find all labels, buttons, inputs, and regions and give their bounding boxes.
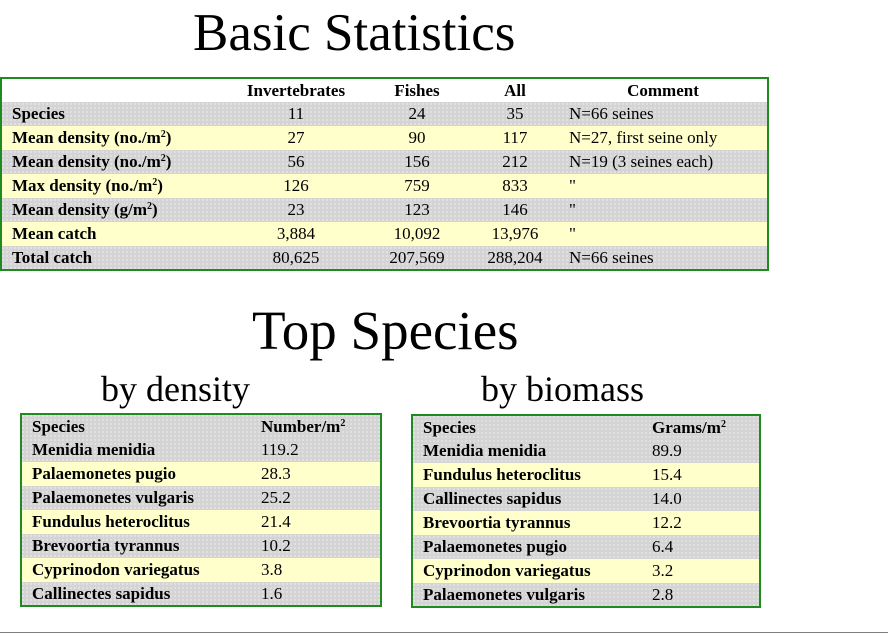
row-label-close: ) — [157, 176, 163, 195]
species-cell: Palaemonetes vulgaris — [32, 488, 194, 507]
value-cell: 3.2 — [652, 561, 674, 580]
species-cell: Fundulus heteroclitus — [423, 465, 581, 484]
invertebrates-cell: 80,625 — [272, 247, 320, 267]
value-cell: 2.8 — [652, 584, 674, 604]
comment-cell: N=19 (3 seines each) — [569, 152, 714, 171]
table-row — [1, 246, 768, 270]
value-cell: 15.4 — [652, 465, 682, 484]
superscript: 2 — [147, 201, 153, 212]
table-row — [412, 559, 760, 583]
fishes-cell: 207,569 — [389, 247, 445, 267]
comment-cell: " — [569, 224, 576, 243]
all-cell: 117 — [502, 128, 528, 147]
row-label — [1, 198, 229, 222]
species-cell: Menidia menidia — [423, 441, 547, 460]
value-cell: 14.0 — [652, 489, 682, 508]
fishes-cell: 24 — [408, 104, 426, 123]
top-species-title: Top Species — [252, 300, 519, 361]
species-cell: Menidia menidia — [32, 440, 156, 459]
fishes-cell: 759 — [404, 176, 430, 195]
value-cell: 21.4 — [261, 512, 291, 531]
value-cell: 89.9 — [652, 441, 682, 460]
invertebrates-cell: 23 — [287, 200, 305, 219]
species-cell: Cyprinodon variegatus — [423, 561, 591, 580]
table-row — [1, 198, 768, 222]
page-title: Basic Statistics — [193, 4, 516, 62]
row-label-close: ) — [165, 152, 172, 171]
invertebrates-cell: 11 — [287, 104, 305, 123]
row-label — [1, 126, 229, 150]
table-row — [21, 462, 381, 486]
superscript: 2 — [152, 177, 158, 188]
table-row — [1, 126, 768, 150]
superscript: 2 — [160, 129, 166, 140]
species-cell: Callinectes sapidus — [423, 489, 562, 508]
row-label — [1, 222, 229, 246]
value-cell: 10.2 — [261, 536, 291, 555]
superscript: 2 — [340, 417, 346, 429]
invertebrates-cell: 56 — [287, 152, 305, 171]
row-label — [1, 150, 229, 174]
table-row — [1, 102, 768, 126]
invertebrates-cell: 126 — [283, 176, 309, 195]
table-row — [412, 535, 760, 559]
table-row — [412, 511, 760, 535]
table-row — [1, 174, 768, 198]
superscript: 2 — [160, 153, 166, 164]
all-cell: 833 — [502, 176, 528, 195]
header-invertebrates: Invertebrates — [246, 80, 346, 100]
row-label-text: Max density (no./m — [12, 176, 153, 195]
row-label-close: ) — [152, 200, 158, 219]
table-header-row — [412, 415, 760, 439]
header-comment: Comment — [627, 80, 699, 100]
comment-cell: N=66 seines — [569, 247, 654, 267]
species-cell: Palaemonetes vulgaris — [423, 584, 585, 604]
row-label-text: Species — [12, 104, 65, 123]
species-cell: Callinectes sapidus — [32, 583, 171, 603]
header-grams — [642, 415, 760, 439]
comment-cell: N=27, first seine only — [569, 128, 718, 147]
table-row — [21, 486, 381, 510]
row-label — [1, 102, 229, 126]
row-label — [1, 174, 229, 198]
table-row — [412, 487, 760, 511]
row-label-text: Total catch — [12, 247, 93, 267]
by-biomass-subtitle: by biomass — [481, 369, 645, 409]
all-cell: 212 — [502, 152, 528, 171]
value-cell: 28.3 — [261, 464, 291, 483]
header-species: Species — [423, 417, 476, 437]
all-cell: 35 — [506, 104, 524, 123]
row-label-text: Mean density (no./m — [12, 152, 161, 171]
table-row — [21, 558, 381, 582]
value-cell: 12.2 — [652, 513, 682, 532]
value-cell: 119.2 — [261, 440, 299, 459]
table-row — [412, 463, 760, 487]
header-number-text: Number/m — [261, 416, 341, 436]
row-label-text: Mean density (no./m — [12, 128, 161, 147]
fishes-cell: 123 — [404, 200, 430, 219]
row-label-text: Mean catch — [12, 224, 97, 243]
bottom-divider — [0, 632, 888, 633]
table-header-row — [1, 78, 768, 102]
species-cell: Palaemonetes pugio — [32, 464, 177, 483]
header-number — [251, 414, 381, 438]
species-cell: Brevoortia tyrannus — [423, 513, 571, 532]
table-row — [21, 510, 381, 534]
by-density-subtitle: by density — [101, 369, 250, 409]
density-table — [20, 413, 382, 607]
all-cell: 288,204 — [487, 247, 543, 267]
value-cell: 25.2 — [261, 488, 291, 507]
header-label — [1, 78, 229, 102]
fishes-cell: 90 — [408, 128, 426, 147]
value-cell: 1.6 — [261, 583, 283, 603]
header-species: Species — [32, 416, 85, 436]
fishes-cell: 156 — [404, 152, 430, 171]
invertebrates-cell: 3,884 — [276, 224, 316, 243]
value-cell: 3.8 — [261, 560, 283, 579]
header-fishes: Fishes — [394, 80, 440, 100]
row-label — [1, 246, 229, 270]
superscript: 2 — [720, 418, 726, 430]
table-row — [21, 534, 381, 558]
header-grams-text: Grams/m — [652, 417, 721, 437]
table-row — [412, 439, 760, 463]
header-all: All — [504, 80, 526, 100]
species-cell: Fundulus heteroclitus — [32, 512, 190, 531]
species-cell: Brevoortia tyrannus — [32, 536, 180, 555]
row-label-close: ) — [165, 128, 172, 147]
all-cell: 13,976 — [491, 224, 539, 243]
row-label-text: Mean density (g/m — [12, 200, 148, 219]
species-cell: Palaemonetes pugio — [423, 537, 568, 556]
comment-cell: N=66 seines — [569, 104, 654, 123]
fishes-cell: 10,092 — [393, 224, 441, 243]
invertebrates-cell: 27 — [287, 128, 305, 147]
table-header-row — [21, 414, 381, 438]
basic-statistics-table — [0, 77, 769, 271]
value-cell: 6.4 — [652, 537, 674, 556]
table-row — [1, 150, 768, 174]
table-row — [412, 583, 760, 607]
species-cell: Cyprinodon variegatus — [32, 560, 200, 579]
table-row — [1, 222, 768, 246]
table-row — [21, 438, 381, 462]
comment-cell: " — [569, 176, 576, 195]
comment-cell: " — [569, 200, 576, 219]
table-row — [21, 582, 381, 606]
biomass-table — [411, 414, 761, 608]
all-cell: 146 — [502, 200, 528, 219]
